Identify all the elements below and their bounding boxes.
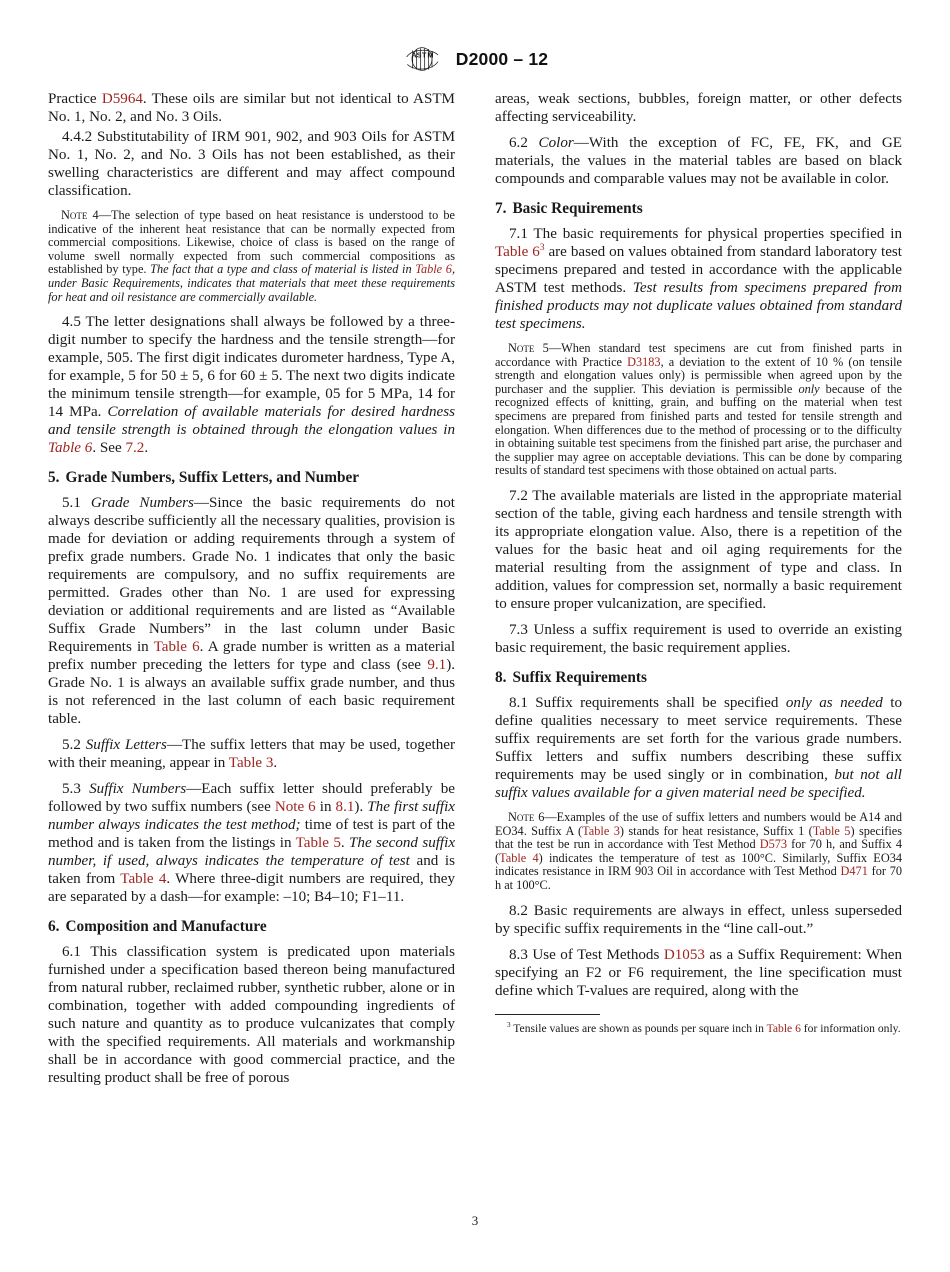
left-column	[48, 90, 455, 1089]
page-number: 3	[471, 1213, 479, 1228]
text-run: ).	[354, 799, 368, 816]
paragraph-8-2: 8.2 Basic requirements are always in effect, unless superseded by specific suffix requirements in the “line call-out.”	[495, 902, 902, 937]
clause-number: 5.2	[62, 737, 86, 754]
right-column	[495, 90, 902, 1035]
paragraph-8-1	[495, 694, 902, 802]
link-table-6[interactable]: Table 6	[415, 262, 452, 277]
text-run-italic: The first suffix number always indicates the test method;	[48, 799, 456, 834]
link-d3183[interactable]: D3183	[627, 354, 661, 369]
text-run: Practice	[48, 91, 102, 107]
text-run: time of test is part of the method and is taken from the listings in	[48, 817, 455, 852]
heading-number: 7.	[495, 200, 507, 217]
text-run: ) indicates the temperature of test as 100°C. Similarly, Suffix EO34 indicates resistance in IRM 903 Oil in accordance with Test Method	[495, 850, 902, 879]
text-run-italic: Suffix Letters	[85, 737, 167, 754]
heading-text: Basic Requirements	[512, 200, 643, 217]
text-run-italic: Test results from specimens prepared from finished products may not duplicate values obtained from standard test specimens.	[495, 280, 902, 332]
text-run: .	[144, 440, 149, 457]
footnote-number: 3	[507, 1020, 511, 1029]
link-table-3[interactable]: Table 3	[582, 823, 620, 838]
text-run: in	[315, 799, 336, 816]
note-label: Note	[61, 208, 88, 222]
note-number: 4	[87, 208, 99, 222]
link-note-6[interactable]: Note 6	[274, 799, 316, 816]
heading-number: 8.	[495, 668, 507, 686]
text-run: ). Grade No. 1 is always an available suffix grade number, and thus is not referenced in the last column of each basic requirement table.	[48, 657, 455, 728]
paragraph-8-3	[495, 946, 902, 1000]
heading-number: 5.	[48, 469, 60, 487]
text-run: .	[340, 835, 350, 852]
footnote-marker-3[interactable]: 3	[539, 242, 545, 253]
text-run-italic: Suffix Numbers	[89, 781, 187, 798]
link-table-6[interactable]: Table 6	[48, 440, 93, 457]
paragraph-7-2: 7.2 The available materials are listed in the appropriate material section of the table, giving each hardness and tensile strength with its appropriate elongation value. Also, there is a repetition of the values for the basic heat and oil aging requirements for the material resulting from the assignment of type and class. In addition, values for compression set, normally a basic requirement to ensure proper vulcanization, are specified.	[495, 487, 902, 612]
footnote-area	[495, 1014, 902, 1035]
link-table-4[interactable]: Table 4	[499, 850, 539, 865]
text-run: —Each suffix letter should preferably be followed by two suffix numbers (see	[48, 781, 456, 816]
paragraph-7-3: 7.3 Unless a suffix requirement is used to override an existing basic requirement, the basic requirement applies.	[495, 621, 902, 656]
text-run-italic: The second suffix number, if used, always indicates the temperature of test	[48, 835, 456, 870]
text-run: ) stands for heat resistance, Suffix 1 (	[619, 823, 813, 838]
heading-section-6	[48, 918, 455, 936]
astm-logo-icon	[402, 44, 442, 74]
heading-text: Suffix Requirements	[512, 668, 647, 686]
text-run: Tensile values are shown as pounds per square inch in	[510, 1021, 767, 1035]
text-run: —When standard test specimens are cut from finished parts in accordance with Practice	[495, 341, 902, 369]
text-run: and is taken from	[48, 853, 455, 888]
text-run: 7.1 The basic requirements for physical properties specified in	[509, 226, 902, 242]
text-run-italic: but not all suffix values available for a given material need be specified.	[495, 766, 902, 801]
text-run: . See	[92, 440, 126, 457]
note-label: Note	[508, 341, 535, 355]
text-run-italic: only	[798, 381, 820, 396]
text-run: —Examples of the use of suffix letters and numbers would be A14 and EO34. Suffix A (	[495, 809, 902, 838]
link-table-4[interactable]: Table 4	[120, 871, 167, 888]
page-header	[0, 44, 950, 74]
text-run: 8.1 Suffix requirements shall be specified	[509, 694, 786, 711]
two-column-body	[48, 90, 902, 1089]
paragraph-4-4-1-continued	[48, 90, 455, 126]
paragraph-7-1	[495, 225, 902, 333]
heading-section-8	[495, 669, 902, 687]
link-d471[interactable]: D471	[840, 864, 868, 879]
paragraph-5-1	[48, 494, 455, 728]
svg-text:A: A	[411, 50, 417, 60]
footnote-3	[495, 1022, 902, 1035]
text-run: , a deviation to the extent of 10 % (on tensile strength and elongation values only) is permissible when agreed upon by the purchaser and the supplier. This deviation is permissible	[495, 354, 902, 396]
note-4	[48, 209, 455, 304]
paragraph-6-1: 6.1 This classification system is predicated upon materials furnished under a specification based thereon being manufactured from natural rubber, reclaimed rubber, synthetic rubber, alone or in combination, together with added compounding ingredients of such nature and quantity as to produce vulcanizates that comply with the specified requirements. All materials and workmanship shall be in accordance with good commercial practice, and the resulting product shall be free of porous	[48, 944, 455, 1087]
link-table-3[interactable]: Table 3	[228, 755, 274, 772]
note-6	[495, 811, 902, 893]
text-run-italic: The fact that a type and class of material is listed in	[150, 262, 416, 277]
text-run-italic: Correlation of available materials for desired hardness and tensile strength is obtained through the elongation values in	[48, 404, 455, 439]
text-run: . A grade number is written as a material prefix number preceding the letters for type and class (see	[48, 639, 456, 674]
heading-section-7	[495, 200, 902, 218]
text-run: —With the exception of FC, FE, FK, and GE materials, the values in the material tables are based on black compounds and comparable values may not be available in color.	[495, 135, 902, 187]
svg-text:M: M	[427, 50, 434, 60]
link-d1053[interactable]: D1053	[663, 946, 705, 963]
text-run: as a Suffix Requirement: When specifying an F2 or F6 requirement, the line specification must define which T-values are required, along with the	[495, 946, 902, 999]
note-number: 5	[534, 341, 549, 355]
paragraph-5-3	[48, 780, 455, 906]
paragraph-6-1-continued: areas, weak sections, bubbles, foreign matter, or other defects affecting serviceability.	[495, 91, 902, 125]
text-run: . These oils are similar but not identical to ASTM No. 1, No. 2, and No. 3 Oils.	[48, 91, 455, 125]
text-run: for information only.	[800, 1021, 901, 1035]
clause-number: 5.1	[62, 495, 91, 512]
text-run: because of the recognized effects of knitting, grain, and buffing on the material when test specimens are prepared from finished parts and tested for tensile strength and elongation. When differences due to the method of processing or to the difficulty in obtaining suitable test specimens from the finished part arise, the purchaser and the supplier may agree on acceptable deviations. This can be done by comparing results of standard test specimens with those obtained on actual parts.	[495, 381, 902, 478]
document-designation: D2000 – 12	[455, 48, 549, 69]
text-run: —The suffix letters that may be used, together with their meaning, appear in	[48, 737, 456, 772]
heading-number: 6.	[48, 918, 60, 936]
text-run: to define qualities necessary to meet service requirements. These suffix requirements are set forth for the various grade numbers. Suffix letters and suffix numbers describing these suffix requirements may be used singly or in combination,	[495, 694, 903, 783]
link-table-6[interactable]: Table 6	[153, 639, 200, 656]
text-run: are based on values obtained from standard laboratory test specimens prepared and tested in accordance with the applicable ASTM test methods.	[495, 244, 902, 296]
note-label: Note	[508, 809, 535, 824]
clause-number: 5.3	[62, 781, 90, 798]
text-run: —The selection of type based on heat resistance is understood to be indicative of the inherent heat resistance that can be normally expected from commercial compositions. Likewise, choice of class is based on the range of volume swell normally expected from such commercial compositions as established by type.	[48, 208, 455, 277]
text-run: 8.3 Use of Test Methods	[509, 946, 664, 963]
paragraph-5-2	[48, 736, 455, 772]
text-run: . Where three-digit numbers are required, they are separated by a dash—for example: –10; B4–10; F1–11.	[48, 871, 455, 906]
text-run: .	[273, 755, 278, 772]
clause-number: 6.2	[509, 135, 539, 151]
text-run-italic: , under Basic Requirements, indicates that materials that meet these requirements for heat and oil resistance are commercially available.	[48, 262, 456, 304]
link-d5964[interactable]: D5964	[101, 91, 143, 107]
paragraph-4-5	[48, 313, 455, 457]
text-run: for 70 h at 100°C.	[495, 864, 902, 892]
link-9-1[interactable]: 9.1	[427, 657, 447, 674]
text-run: for 70 h, and Suffix 4 (	[495, 837, 902, 865]
link-d573[interactable]: D573	[759, 837, 788, 852]
text-run: —Since the basic requirements do not always describe sufficiently all the necessary qualities, provision is made for deviation or adding requirements through a system of prefix grade numbers. Grade No. 1 indicates that only the basic requirements are compulsory, and no suffix requirements are permitted. Grades other than No. 1 are used for expressing deviation or additional requirements and are listed as “Available Suffix Grade Numbers” in the last column under Basic Requirements in	[48, 495, 455, 656]
link-table-6[interactable]: Table 6	[495, 244, 540, 260]
note-5	[495, 342, 902, 478]
text-run-italic: Color	[538, 135, 574, 151]
link-table-5[interactable]: Table 5	[812, 823, 851, 838]
text-run: ) specifies that the test be run in accordance with Test Method	[495, 823, 902, 852]
paragraph-4-4-2: 4.4.2 Substitutability of IRM 901, 902, and 903 Oils for ASTM No. 1, No. 2, and No. 3 Oils has not been established, as their swelling characteristics are different and may affect compound classification.	[48, 129, 455, 199]
text-run-italic: Grade Numbers	[90, 495, 194, 512]
heading-text: Composition and Manufacture	[65, 918, 267, 936]
link-table-6[interactable]: Table 6	[766, 1021, 801, 1035]
link-8-1[interactable]: 8.1	[335, 799, 355, 816]
paragraph-6-2	[495, 134, 902, 188]
footnote-divider	[495, 1014, 600, 1015]
heading-section-5	[48, 469, 455, 487]
note-number: 6	[534, 809, 545, 824]
svg-text:T: T	[421, 50, 427, 60]
link-7-2[interactable]: 7.2	[125, 440, 145, 457]
text-run: 4.5 The letter designations shall always be followed by a three-digit number to specify the hardness and the tensile strength—for example, 505. The first digit indicates durometer hardness, Type A, for example, 5 for 50 ± 5, 6 for 60 ± 5. The next two digits indicate the minimum tensile strength—for example, 05 for 5 MPa, 14 for 14 MPa.	[48, 314, 455, 421]
heading-text: Grade Numbers, Suffix Letters, and Number	[65, 469, 360, 487]
text-run-italic: only as needed	[785, 694, 883, 711]
svg-text:S: S	[416, 50, 422, 60]
link-table-5[interactable]: Table 5	[295, 835, 341, 852]
